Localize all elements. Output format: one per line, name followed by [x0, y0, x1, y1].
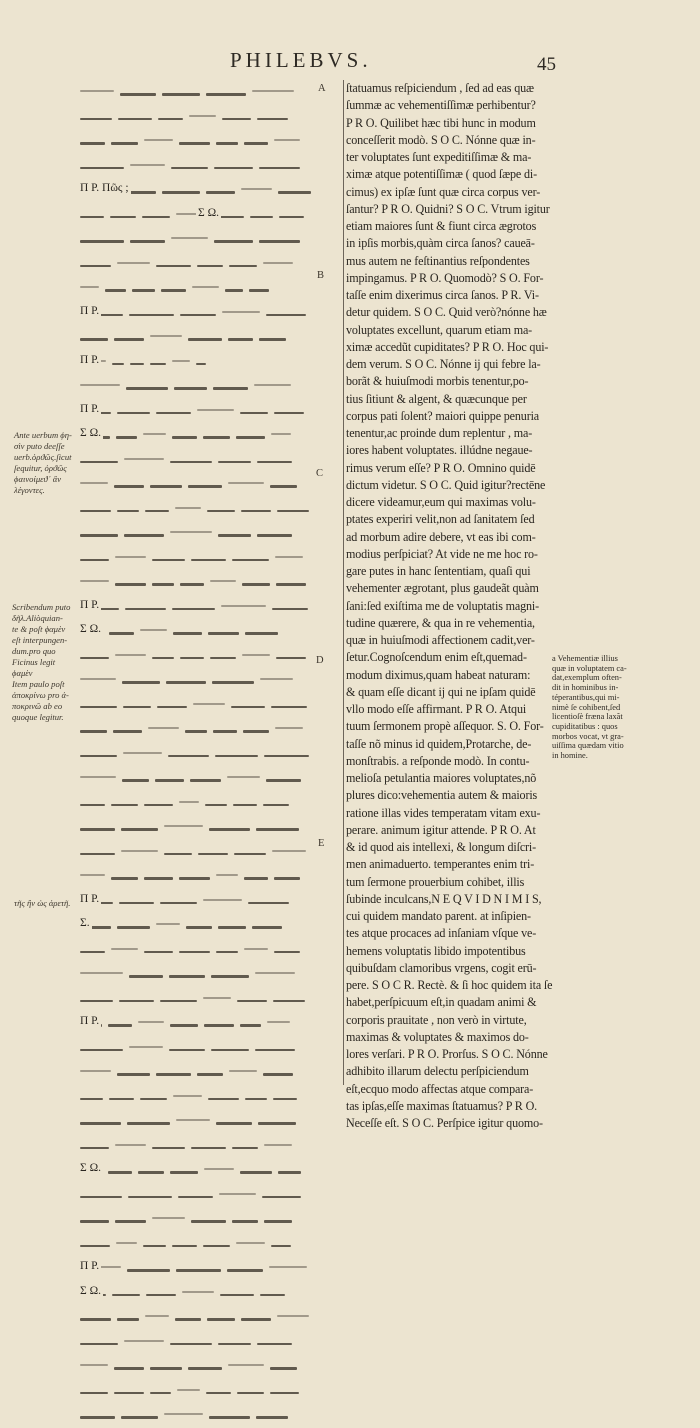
speaker-marker: Σ Ω. [198, 206, 219, 219]
latin-line: conceſſerit modò. S O C. Nónne quæ in- [346, 132, 536, 147]
margin-note-right: a Vehementiæ illius quæ in voluptatem ca- dat,exemplum often- dit in hominibus in- téperantibus,qui mi- nimè ſe cohibent,ſed licentioſè fræna laxãt cupiditatibus : quos morbos vocat, vt gra- uiſſima quædam vitio in homine. [552, 654, 627, 761]
latin-line: P R O. Quilibet hæc tibi hunc in modum [346, 115, 536, 130]
section-letter-a: A [318, 83, 326, 94]
greek-line [78, 1085, 322, 1110]
latin-line: hemens voluptatis libido impotentibus [346, 943, 526, 958]
greek-line [78, 838, 325, 865]
latin-line: modum diximus,quam habeat naturam: [346, 667, 531, 682]
latin-line: quæ in huiuſmodi affectionem cadit,ver- [346, 633, 535, 647]
greek-line [78, 1036, 322, 1061]
latin-line: impingamus. P R O. Quomodò? S O. For- [346, 270, 544, 285]
latin-line: mus autem ne feſtinantius reſpondentes [346, 253, 530, 268]
latin-line: vehementer ægrotant, plus gaudeãt quàm [346, 581, 539, 596]
greek-line [78, 374, 322, 399]
greek-line [78, 864, 322, 889]
latin-line: tudine quærere, & qua in re vehementia, [346, 615, 535, 630]
latin-line: men animaduerto. temperantes enim tri- [346, 857, 535, 872]
greek-line [78, 766, 322, 791]
latin-line: lores verſari. P R O. Prorſus. S O C. Nónne [346, 1047, 548, 1061]
greek-line [78, 448, 322, 473]
greek-line [78, 1403, 322, 1428]
latin-line: iores habent voluptates. illúdne negaue- [346, 443, 533, 458]
latin-line: quibuſdam clamoribus vrgens, cogit erū- [346, 960, 537, 975]
greek-line [78, 668, 322, 693]
greek-line [78, 570, 322, 595]
margin-note-left-2: Scribendum puto δῆλ.Aliòquian- te & poſt ϕαμὲν eſt interpungen- dum.pro quo Ficinus legit ϕαμὲν Item paulo poſt ἀποκρίνω pro ἀ- ποκρινῶ ab eo quoque legitur. [12, 602, 71, 722]
greek-line [78, 742, 322, 767]
speaker-marker: Σ Ω. [80, 1162, 101, 1174]
latin-line: habet,perſpicuum eſt,in quadam animi & [346, 995, 537, 1010]
latin-line: ſantur? P R O. Quidni? S O C. Vtrum igitur [346, 201, 550, 216]
latin-line: ratione illas vides temperatam vitam exu- [346, 805, 541, 820]
speaker-marker: Π Ρ. [80, 598, 100, 611]
latin-line: eſt,ecquo modo affectas atque compara- [346, 1081, 534, 1096]
greek-line [78, 105, 322, 130]
greek-line [78, 913, 322, 938]
latin-line: monſtrabis. a reſponde modò. In contu- [346, 753, 530, 768]
latin-line: dem verum. S O C. Nónne ij qui febre la- [346, 357, 541, 371]
latin-line: modius perſpiciat? At vide ne me hoc ro- [346, 546, 538, 561]
greek-line [78, 1158, 322, 1183]
speaker-marker: Σ Ω. [80, 1284, 101, 1297]
latin-line: corporis prauitate , non verò in virtute, [346, 1012, 527, 1027]
latin-line: tenentur,ac proinde dum replentur , ma- [346, 426, 533, 440]
section-letter-e: E [318, 838, 325, 849]
latin-line: voluptates excellunt, quarum etiam ma- [346, 322, 533, 337]
greek-line [78, 178, 322, 203]
latin-line: ſani:ſed exiſtima me de voluptatis magni- [346, 598, 540, 613]
latin-line: cimus) ex ipſæ ſunt quæ circa corpus ver- [346, 184, 541, 199]
margin-note-left-1: Ante uerbum ϕη- σὶν puto deeſſe uerb.ὀρϑῶς.ſicut ſequitur, ὀρϑῶς ϕαινοίμεϑ᾽ ἂν λέγοντες. [14, 430, 72, 495]
greek-line [78, 252, 322, 277]
latin-line: maximas & voluptates & maximos do- [346, 1029, 529, 1044]
greek-line [78, 399, 322, 424]
latin-line: cui quidem mandato parent. at inſipien- [346, 909, 531, 923]
latin-line: ptates experiri velit,non ad ſanitatem ſed [346, 512, 535, 527]
greek-line [78, 1011, 322, 1036]
greek-line [78, 154, 322, 179]
latin-line: tum ſermone prouerbium cohibet, illis [346, 874, 525, 889]
greek-line [78, 546, 322, 571]
speaker-marker: Π Ρ. [80, 402, 100, 415]
latin-line: ſummæ ac vehementiſſimæ perhibentur? [346, 98, 536, 113]
greek-line [78, 1060, 322, 1085]
greek-line [78, 1256, 322, 1281]
latin-line: tes atque procaces ad inſaniam vſque ve- [346, 926, 537, 941]
running-title: PHILEBVS. [230, 48, 372, 72]
speaker-marker: Σ. [80, 917, 90, 929]
greek-line [78, 227, 322, 252]
latin-line: tuum ſermonem propè aſſequor. S. O. For- [346, 719, 544, 734]
latin-line: ximæ accedũt cupiditates? P R O. Hoc qui- [346, 339, 549, 354]
greek-line [78, 644, 322, 669]
column-divider [343, 80, 344, 1085]
page-number: 45 [537, 54, 556, 75]
greek-line [78, 1281, 322, 1306]
greek-line [78, 301, 322, 326]
greek-line [78, 350, 322, 375]
latin-line: in ipſis morbis,quàm circa ſanos? caueā- [346, 236, 535, 251]
latin-line: perare. animum igitur attende. P R O. At [346, 822, 536, 837]
latin-line: ſtatuamus reſpiciendum , ſed ad eas quæ [346, 81, 534, 95]
section-letter-c: C [316, 468, 324, 479]
latin-line: pere. S O C R. Rectè. & ſi hoc quidem ita ſe [346, 978, 553, 992]
greek-line [78, 80, 322, 105]
latin-line: vllo modo eſſe affirmant. P R O. Atqui [346, 702, 527, 716]
latin-line: ſubinde inculcans,N E Q V I D N I M I S, [346, 891, 542, 906]
latin-line: tas ipſas,eſſe maximas ſtatuamus? P R O. [346, 1098, 538, 1113]
greek-line [78, 1354, 322, 1379]
latin-line: corpus pati ſolent? maiori quippe penuria [346, 408, 540, 423]
speaker-marker: Π Ρ. [80, 353, 100, 366]
latin-line: Neceſſe eſt. S O C. Perſpice igitur quomo- [346, 1116, 543, 1130]
speaker-marker: Σ Ω. [80, 623, 101, 635]
greek-line [78, 938, 322, 963]
section-letter-b: B [317, 270, 325, 281]
greek-line [78, 521, 322, 546]
latin-line: & id quod ais intellexi, & longum diſcri- [346, 840, 537, 854]
greek-line [78, 1109, 322, 1134]
greek-line [78, 889, 322, 914]
greek-line [78, 815, 322, 840]
latin-line: taſſe enim dixerimus circa ſanos. P R. Vi- [346, 288, 539, 302]
greek-line [78, 472, 322, 497]
greek-line [78, 791, 322, 816]
greek-line [78, 1330, 322, 1355]
latin-line: adhibito illarum delectu perſpiciendum [346, 1064, 529, 1079]
greek-line [78, 595, 322, 620]
greek-line [78, 129, 322, 154]
latin-line: rimus verum eſſe? P R O. Omnino quidē [346, 460, 536, 475]
greek-line [78, 497, 322, 522]
greek-line [78, 987, 322, 1012]
greek-line [78, 203, 322, 228]
latin-line: ad morbum adire debere, vt eas ibi com- [346, 529, 536, 544]
latin-line: ter voluptates ſunt expeditiſſimæ & ma- [346, 150, 532, 164]
latin-line: detur quidem. S O C. Quid verò?nónne hæ [346, 305, 547, 320]
margin-note-left-3: τῆς ἢν ὡς ἀρετῆ. [14, 898, 71, 908]
latin-line: dictum videtur. S O C. Quid igitur?rectēne [346, 477, 546, 492]
speaker-marker: Π Ρ. [80, 304, 100, 317]
speaker-marker: Π Ρ. [80, 1260, 100, 1272]
speaker-marker: Π Ρ. [80, 1015, 100, 1027]
greek-line [78, 1232, 322, 1257]
latin-line: gare putes in hanc ſententiam, quaſi qui [346, 564, 531, 578]
latin-line: plures dico:vehementia autem & maioris [346, 788, 538, 803]
latin-line: etiam maiores ſunt & fiunt circa ægrotos [346, 219, 537, 233]
latin-line: taſſe nõ minus id quidem,Protarche, de- [346, 736, 532, 751]
greek-text-column [78, 80, 325, 1428]
greek-line [78, 619, 322, 644]
latin-line: ſetur.Cognoſcendum enim eſt,quemad- [346, 650, 527, 665]
greek-line [78, 1183, 322, 1208]
greek-line [78, 1305, 322, 1330]
latin-line: dicere videamur,eum qui maximas volu- [346, 495, 536, 509]
latin-line: & quam eſſe dicant ij qui ne ipſam quidē [346, 684, 536, 699]
latin-line: ximæ atque potentiſſimæ ( quod ſæpe di- [346, 167, 537, 182]
latin-line: melioſa petulantia maiores voluptates,nõ [346, 771, 537, 785]
greek-line [78, 423, 322, 448]
greek-line [78, 276, 322, 301]
greek-line [78, 693, 322, 718]
speaker-marker: Π Ρ. [80, 892, 100, 905]
greek-line [78, 1379, 322, 1404]
greek-line [78, 1134, 322, 1159]
greek-line [78, 717, 322, 742]
section-letter-d: D [316, 655, 324, 666]
latin-line: borãt & huiuſmodi morbis tenentur,po- [346, 374, 529, 389]
speaker-marker: Π Ρ. Πῶς ; [80, 182, 129, 194]
greek-line [78, 962, 322, 987]
latin-text-column [346, 80, 554, 1132]
speaker-marker: Σ Ω. [80, 427, 101, 439]
greek-line [78, 1207, 322, 1232]
greek-line [78, 325, 322, 350]
latin-line: tius ſitiunt & algent, & quæcunque per [346, 391, 527, 406]
